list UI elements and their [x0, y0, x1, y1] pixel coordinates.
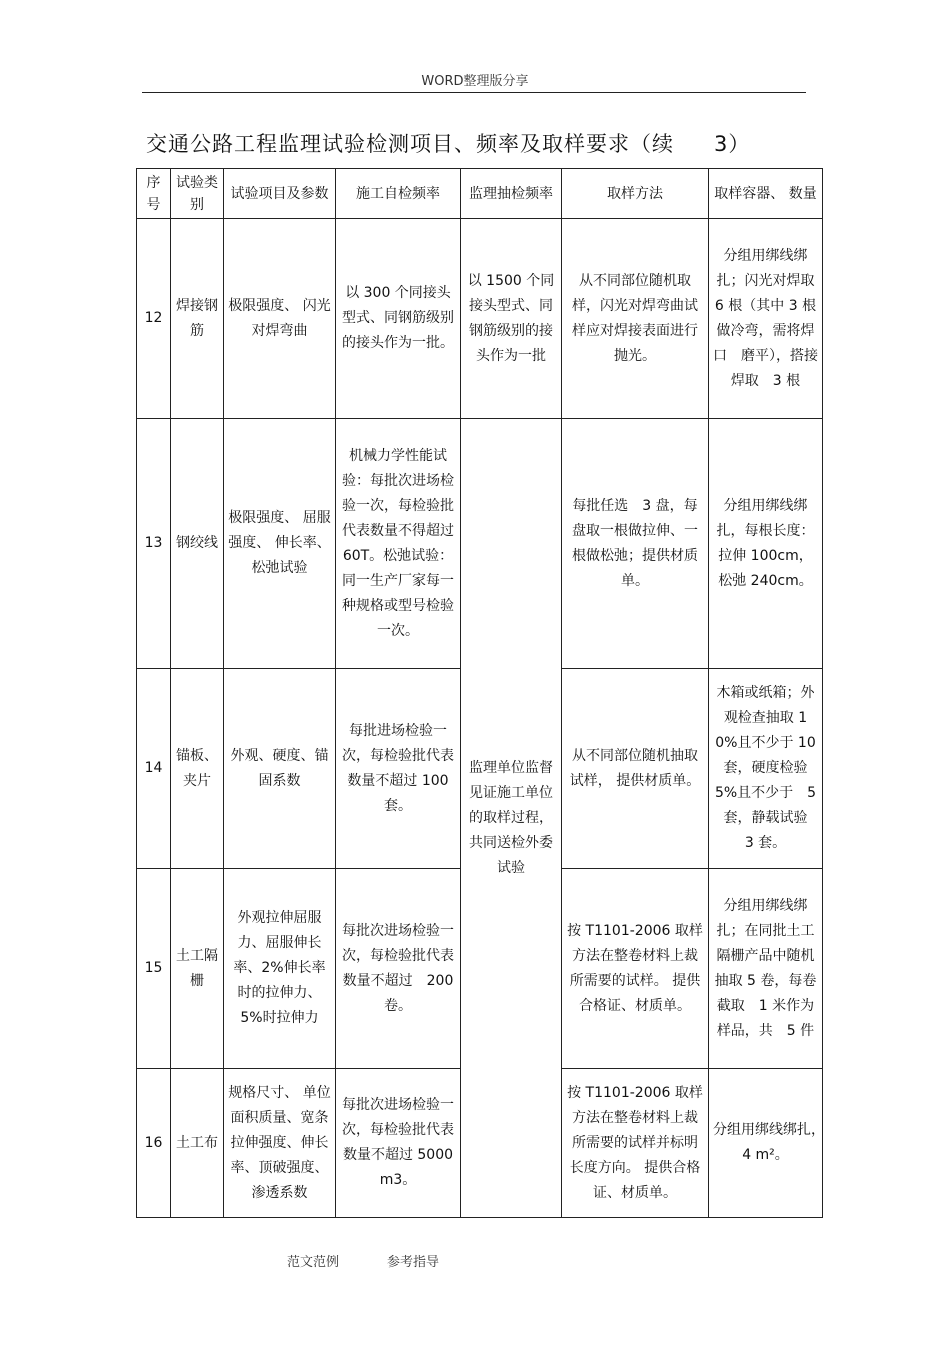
title-number: 3） [714, 132, 751, 156]
cell-category: 钢绞线 [171, 419, 224, 669]
cell-category: 焊接钢筋 [171, 219, 224, 419]
header-container: 取样容器、 数量 [709, 169, 823, 219]
cell-category: 土工隔栅 [171, 869, 224, 1069]
cell-no: 12 [137, 219, 171, 419]
cell-supervision: 以 1500 个同接头型式、同钢筋级别的接头作为一批 [461, 219, 562, 419]
cell-params: 极限强度、 屈服强度、 伸长率、松弛试验 [224, 419, 336, 669]
cell-category: 土工布 [171, 1069, 224, 1218]
header-method: 取样方法 [562, 169, 709, 219]
inspection-table [136, 168, 832, 1218]
cell-no: 14 [137, 669, 171, 869]
cell-self-check: 每批次进场检验一次，每检验批代表数量不超过 5000m3。 [336, 1069, 461, 1218]
cell-params: 外观拉伸屈服力、屈服伸长率、2%伸长率时的拉伸力、5%时拉伸力 [224, 869, 336, 1069]
cell-supervision-shared: 监理单位监督见证施工单位的取样过程，共同送检外委试验 [461, 419, 562, 1218]
cell-params: 极限强度、 闪光对焊弯曲 [224, 219, 336, 419]
header-no: 序号 [137, 169, 171, 219]
page-footer [287, 1251, 439, 1270]
cell-method: 按 T1101-2006 取样方法在整卷材料上裁所需要的试样。 提供合格证、材质单。 [562, 869, 709, 1069]
cell-self-check: 以 300 个同接头型式、同钢筋级别的接头作为一批。 [336, 219, 461, 419]
footer-left: 范文范例 [287, 1255, 340, 1270]
cell-no: 15 [137, 869, 171, 1069]
cell-method: 从不同部位随机取样，闪光对焊弯曲试样应对焊接表面进行抛光。 [562, 219, 709, 419]
cell-no: 13 [137, 419, 171, 669]
title-text: 交通公路工程监理试验检测项目、频率及取样要求（续 [146, 132, 674, 156]
cell-container: 分组用绑线绑扎；在同批土工隔栅产品中随机抽取 5 卷，每卷截取 1 米作为样品，共 5 件 [709, 869, 823, 1069]
footer-right: 参考指导 [387, 1255, 440, 1270]
cell-self-check: 机械力学性能试验：每批次进场检验一次，每检验批代表数量不得超过 60T。松弛试验：同一生产厂家每一种规格或型号检验一次。 [336, 419, 461, 669]
cell-no: 16 [137, 1069, 171, 1218]
cell-self-check: 每批次进场检验一次，每检验批代表数量不超过 200 卷。 [336, 869, 461, 1069]
header-self-check: 施工自检频率 [336, 169, 461, 219]
cell-params: 规格尺寸、 单位面积质量、宽条拉伸强度、伸长率、顶破强度、 渗透系数 [224, 1069, 336, 1218]
cell-params: 外观、硬度、锚固系数 [224, 669, 336, 869]
table-row [137, 419, 823, 669]
cell-method: 每批任选 3 盘，每盘取一根做拉伸、一根做松弛；提供材质单。 [562, 419, 709, 669]
page-header: WORD整理版分享 [421, 74, 529, 89]
cell-method: 从不同部位随机抽取试样， 提供材质单。 [562, 669, 709, 869]
table-row [137, 219, 823, 419]
header-supervision: 监理抽检频率 [461, 169, 562, 219]
cell-container: 分组用绑线绑扎， 4 m²。 [709, 1069, 823, 1218]
document-title [146, 128, 750, 158]
header-params: 试验项目及参数 [224, 169, 336, 219]
cell-container: 木箱或纸箱；外观检查抽取 10%且不少于 10 套，硬度检验 5%且不少于 5 套，静载试验 3 套。 [709, 669, 823, 869]
cell-self-check: 每批进场检验一次，每检验批代表数量不超过 100 套。 [336, 669, 461, 869]
cell-container: 分组用绑线绑扎；闪光对焊取 6 根（其中 3 根做冷弯，需将焊口 磨平），搭接焊取 3 根 [709, 219, 823, 419]
cell-category: 锚板、夹片 [171, 669, 224, 869]
cell-method: 按 T1101-2006 取样方法在整卷材料上裁所需要的试样并标明长度方向。 提供合格证、材质单。 [562, 1069, 709, 1218]
header-divider [142, 92, 806, 93]
table-header-row [137, 169, 823, 219]
header-category: 试验类别 [171, 169, 224, 219]
cell-container: 分组用绑线绑扎，每根长度：拉伸 100cm，松弛 240cm。 [709, 419, 823, 669]
